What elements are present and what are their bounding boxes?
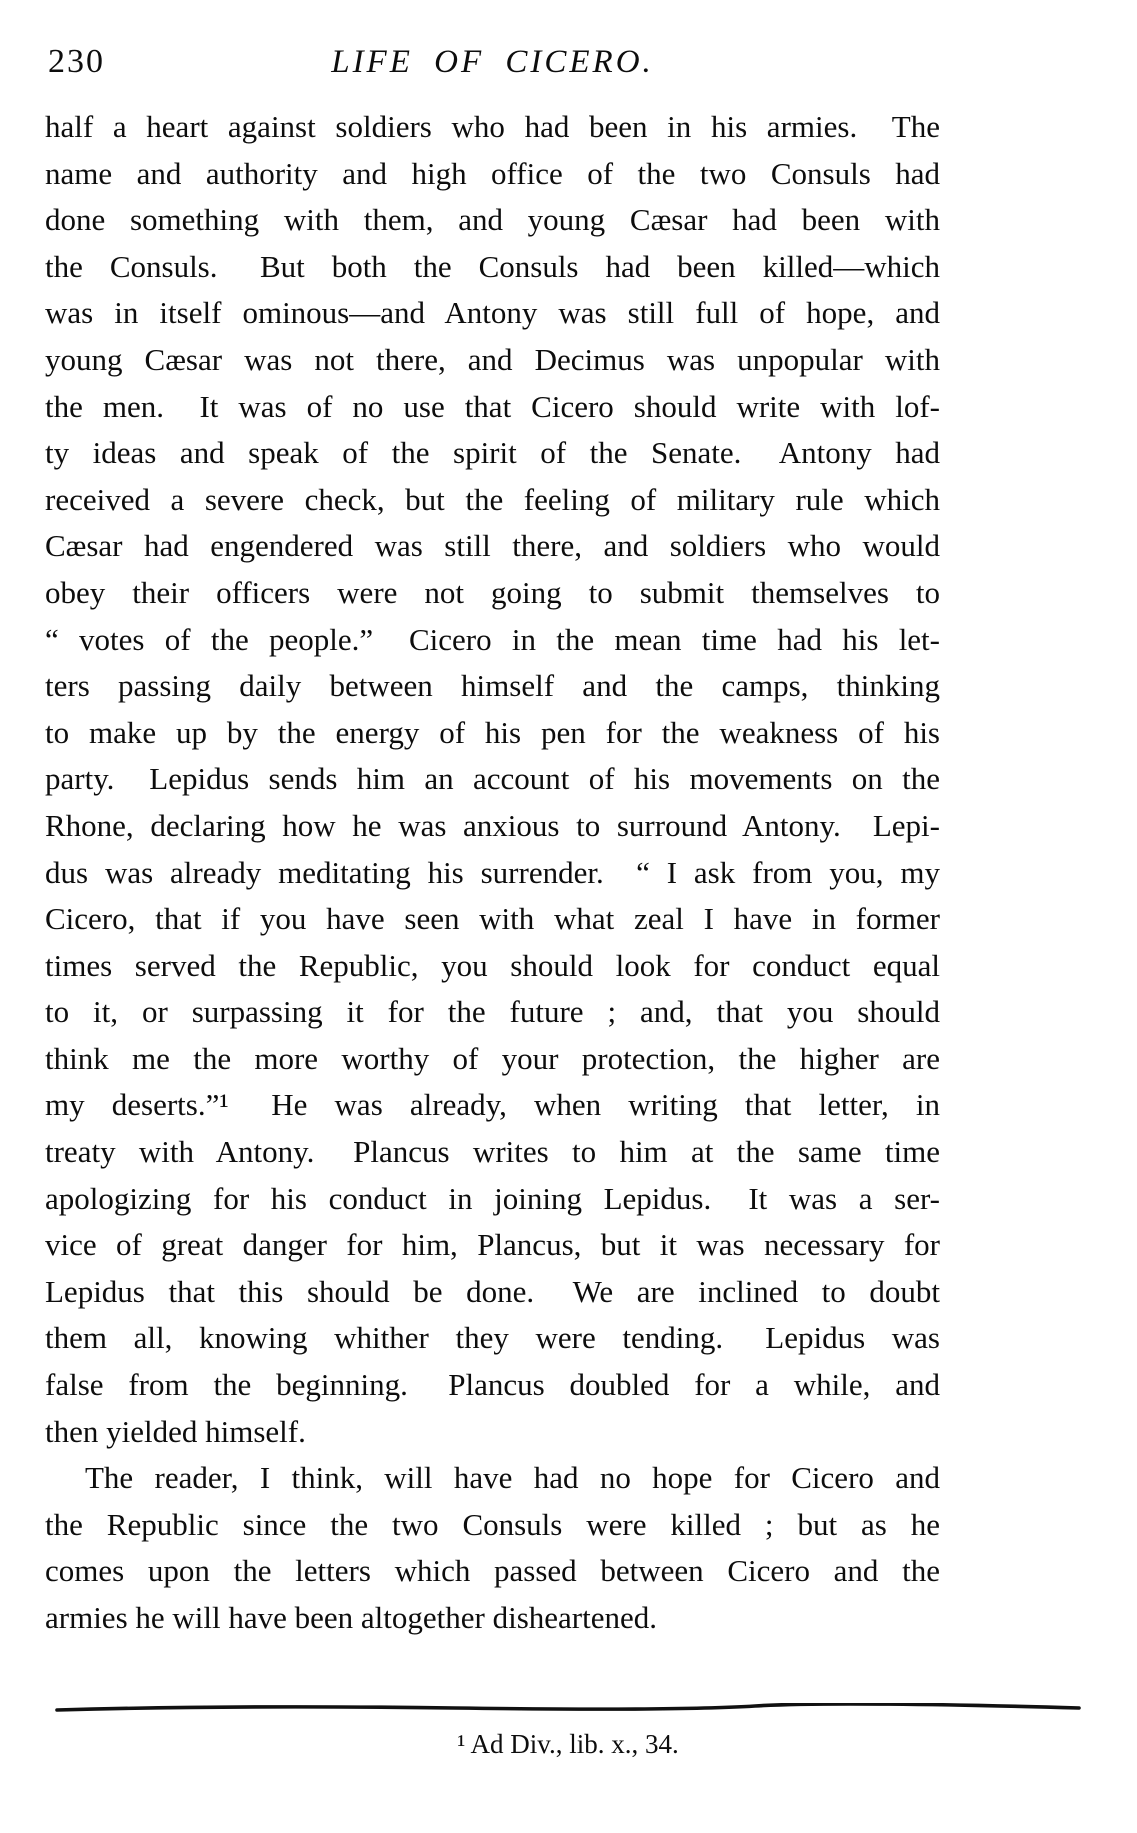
- text-line: them all, knowing whither they were tending. Lepidus was: [45, 1320, 940, 1356]
- text-line: dus was already meditating his surrender. “ I ask from you, my: [45, 854, 940, 890]
- text-line: name and authority and high office of the two Consuls had: [45, 155, 940, 191]
- text-line: false from the beginning. Plancus doubled for a while, and: [45, 1367, 940, 1403]
- footnote-rule: [55, 1700, 1081, 1710]
- text-line: the men. It was of no use that Cicero should write with lof-: [45, 388, 940, 424]
- text-line: my deserts.”¹ He was already, when writing that letter, in: [45, 1087, 940, 1123]
- text-line: party. Lepidus sends him an account of his movements on the: [45, 761, 940, 797]
- text-line: Rhone, declaring how he was anxious to surround Antony. Lepi-: [45, 807, 940, 843]
- text-line: received a severe check, but the feeling of military rule which: [45, 481, 940, 517]
- text-line: comes upon the letters which passed between Cicero and the: [45, 1553, 940, 1589]
- text-line: apologizing for his conduct in joining Lepidus. It was a ser-: [45, 1180, 940, 1216]
- text-line: then yielded himself.: [45, 1413, 306, 1449]
- text-line: Lepidus that this should be done. We are inclined to doubt: [45, 1273, 940, 1309]
- text-line: ters passing daily between himself and the camps, thinking: [45, 668, 940, 704]
- text-line: treaty with Antony. Plancus writes to him at the same time: [45, 1134, 940, 1170]
- text-line: done something with them, and young Cæsar had been with: [45, 202, 940, 238]
- text-line: half a heart against soldiers who had been in his armies. The: [45, 109, 940, 144]
- text-line: Cæsar had engendered was still there, and soldiers who would: [45, 528, 940, 564]
- text-line: the Consuls. But both the Consuls had been killed—which: [45, 248, 940, 284]
- text-line: obey their officers were not going to submit themselves to: [45, 574, 940, 610]
- running-title: LIFE OF CICERO.: [331, 44, 654, 80]
- text-line: times served the Republic, you should look for conduct equal: [45, 947, 940, 983]
- text-line: to it, or surpassing it for the future ; and, that you should: [45, 994, 940, 1030]
- text-line: Cicero, that if you have seen with what zeal I have in former: [45, 901, 940, 937]
- text-line: was in itself ominous—and Antony was still full of hope, and: [45, 295, 940, 331]
- text-line: “ votes of the people.” Cicero in the mean time had his let-: [45, 621, 940, 657]
- text-line: ty ideas and speak of the spirit of the Senate. Antony had: [45, 435, 940, 471]
- text-line: armies he will have been altogether disheartened.: [45, 1600, 657, 1635]
- text-line: think me the more worthy of your protection, the higher are: [45, 1040, 940, 1076]
- footnote-text: ¹ Ad Div., lib. x., 34.: [457, 1729, 679, 1759]
- text-line: The reader, I think, will have had no hope for Cicero and: [85, 1460, 940, 1496]
- page-header: [45, 40, 940, 88]
- text-line: vice of great danger for him, Plancus, but it was necessary for: [45, 1227, 940, 1263]
- text-line: to make up by the energy of his pen for the weakness of his: [45, 714, 940, 750]
- text-line: the Republic since the two Consuls were killed ; but as he: [45, 1506, 940, 1542]
- text-line: young Cæsar was not there, and Decimus was unpopular with: [45, 341, 940, 377]
- page-number: 230: [48, 43, 105, 80]
- body-text: [45, 104, 940, 1642]
